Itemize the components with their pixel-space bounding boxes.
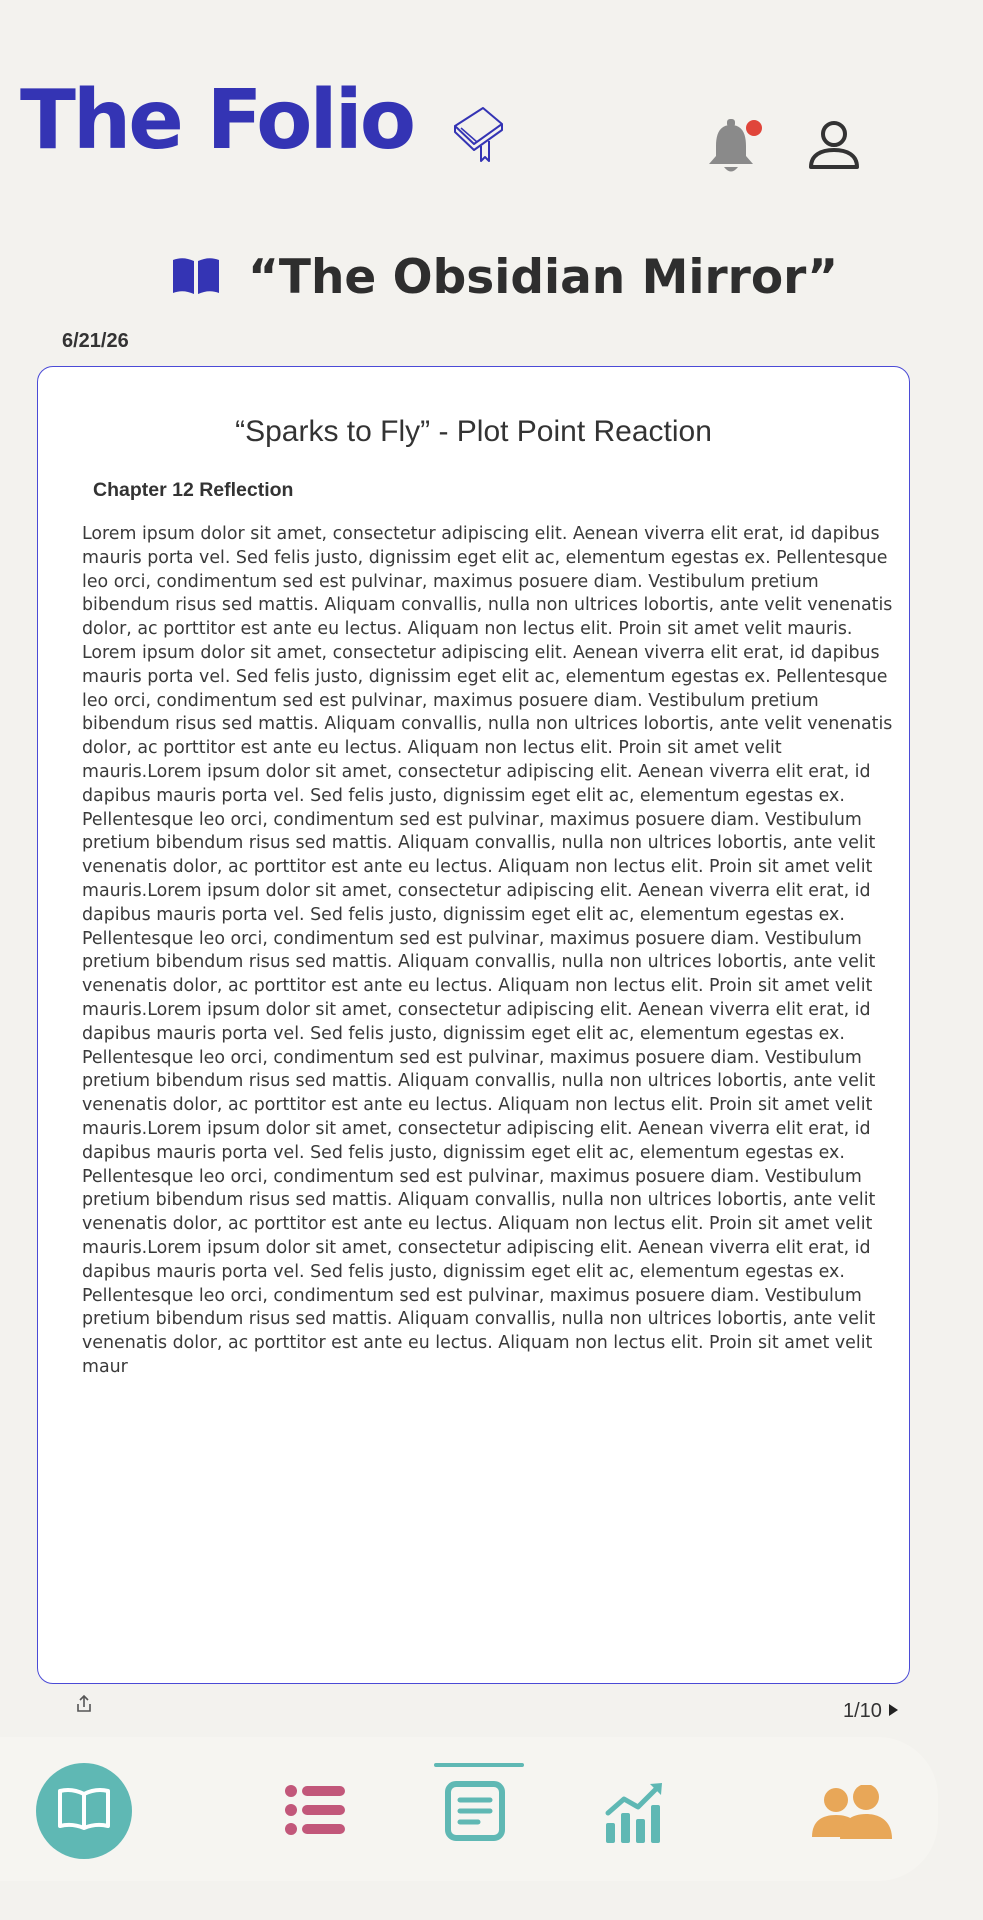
entry-subtitle: Chapter 12 Reflection: [93, 479, 294, 501]
bottom-nav: [0, 1737, 938, 1881]
page-label: 1/10: [843, 1700, 882, 1722]
entry-date: 6/21/26: [62, 330, 129, 352]
share-icon[interactable]: [75, 1694, 93, 1719]
nav-community[interactable]: [810, 1785, 894, 1846]
next-page-icon[interactable]: [887, 1700, 899, 1723]
story-title: “The Obsidian Mirror”: [248, 250, 839, 305]
book-icon: [450, 104, 506, 169]
app-title: The Folio: [20, 73, 414, 168]
community-icon: [810, 1785, 894, 1846]
reader-icon: [54, 1786, 114, 1837]
nav-reader[interactable]: [36, 1763, 132, 1859]
page-indicator[interactable]: [843, 1700, 899, 1723]
story-header: [170, 250, 838, 305]
entry-body: Lorem ipsum dolor sit amet, consectetur adipiscing elit. Aenean viverra elit erat, id dapibus mauris porta vel. Sed felis justo, dignissim eget elit ac, elementum egestas ex. Pellentesque leo orci, condimentum sed est pulvinar, maximus posuere diam. Vestibulum pretium bibendum risus sed mattis. Aliquam convallis, nulla non ultrices lobortis, ante velit venenatis dolor, ac porttitor est ante eu lectus. Aliquam non lectus elit. Proin sit amet velit mauris. Lorem ipsum dolor sit amet, consectetur adipiscing elit. Aenean viverra elit erat, id dapibus mauris porta vel. Sed felis justo, dignissim eget elit ac, elementum egestas ex. Pellentesque leo orci, condimentum sed est pulvinar, maximus posuere diam. Vestibulum pretium bibendum risus sed mattis. Aliquam convallis, nulla non ultrices lobortis, ante velit venenatis dolor, ac porttitor est ante eu lectus. Aliquam non lectus elit. Proin sit amet velit mauris.Lorem ipsum dolor sit amet, consectetur adipiscing elit. Aenean viverra elit erat, id dapibus mauris porta vel. Sed felis justo, dignissim eget elit ac, elementum egestas ex. Pellentesque leo orci, condimentum sed est pulvinar, maximus posuere diam. Vestibulum pretium bibendum risus sed mattis. Aliquam convallis, nulla non ultrices lobortis, ante velit venenatis dolor, ac porttitor est ante eu lectus. Aliquam non lectus elit. Proin sit amet velit mauris.Lorem ipsum dolor sit amet, consectetur adipiscing elit. Aenean viverra elit erat, id dapibus mauris porta vel. Sed felis justo, dignissim eget elit ac, elementum egestas ex. Pellentesque leo orci, condimentum sed est pulvinar, maximus posuere diam. Vestibulum pretium bibendum risus sed mattis. Aliquam convallis, nulla non ultrices lobortis, ante velit venenatis dolor, ac porttitor est ante eu lectus. Aliquam non lectus elit. Proin sit amet velit mauris.Lorem ipsum dolor sit amet, consectetur adipiscing elit. Aenean viverra elit erat, id dapibus mauris porta vel. Sed felis justo, dignissim eget elit ac, elementum egestas ex. Pellentesque leo orci, condimentum sed est pulvinar, maximus posuere diam. Vestibulum pretium bibendum risus sed mattis. Aliquam convallis, nulla non ultrices lobortis, ante velit venenatis dolor, ac porttitor est ante eu lectus. Aliquam non lectus elit. Proin sit amet velit mauris.Lorem ipsum dolor sit amet, consectetur adipiscing elit. Aenean viverra elit erat, id dapibus mauris porta vel. Sed felis justo, dignissim eget elit ac, elementum egestas ex. Pellentesque leo orci, condimentum sed est pulvinar, maximus posuere diam. Vestibulum pretium bibendum risus sed mattis. Aliquam convallis, nulla non ultrices lobortis, ante velit venenatis dolor, ac porttitor est ante eu lectus. Aliquam non lectus elit. Proin sit amet velit mauris.Lorem ipsum dolor sit amet, consectetur adipiscing elit. Aenean viverra elit erat, id dapibus mauris porta vel. Sed felis justo, dignissim eget elit ac, elementum egestas ex. Pellentesque leo orci, condimentum sed est pulvinar, maximus posuere diam. Vestibulum pretium bibendum risus sed mattis. Aliquam convallis, nulla non ultrices lobortis, ante velit venenatis dolor, ac porttitor est ante eu lectus. Aliquam non lectus elit. Proin sit amet velit maur: [82, 524, 893, 1377]
stats-icon: [602, 1779, 668, 1850]
nav-list[interactable]: [283, 1781, 347, 1844]
entry-title: “Sparks to Fly” - Plot Point Reaction: [235, 415, 712, 448]
nav-entries[interactable]: [444, 1780, 506, 1847]
nav-stats[interactable]: [602, 1779, 668, 1850]
entries-icon: [444, 1780, 506, 1847]
bell-icon[interactable]: [704, 116, 764, 183]
active-tab-indicator: [434, 1763, 524, 1767]
user-icon[interactable]: [806, 118, 862, 179]
open-book-icon: [170, 254, 222, 301]
entry-card: [37, 366, 910, 1684]
list-icon: [283, 1781, 347, 1844]
